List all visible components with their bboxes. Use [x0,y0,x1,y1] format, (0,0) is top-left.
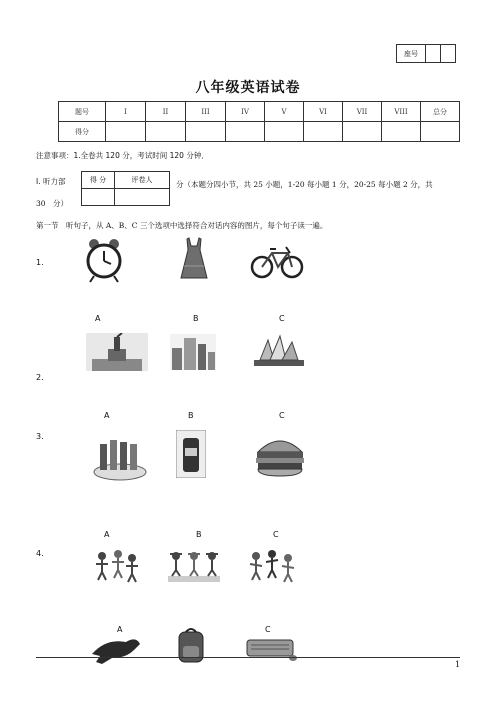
bicycle-picture [250,243,304,279]
score-table [58,101,460,142]
score-cell[interactable] [146,122,186,142]
column-header: I [106,102,146,122]
score-cell[interactable] [226,122,265,142]
seat-cell[interactable] [441,45,456,63]
children-exercising-picture [168,548,220,584]
option-label: B [196,530,202,539]
option-label: C [279,411,285,420]
grader-label: 评卷人 [115,172,170,189]
question-number: 4. [36,549,44,558]
row-label: 得分 [59,122,106,142]
option-label: A [95,314,101,323]
alarm-clock-picture [84,238,124,284]
footer-rule [36,657,460,658]
score-cell[interactable] [304,122,343,142]
column-header: VIII [382,102,421,122]
page-number: 1 [455,660,461,669]
score-header-row [59,102,460,122]
children-playing-picture [246,546,298,586]
grader-box [81,171,170,206]
option-label: B [188,411,194,420]
option-label: C [265,625,271,634]
column-header: VII [343,102,382,122]
question-number: 2. [36,373,44,382]
column-header: II [146,102,186,122]
buildings-picture [170,334,216,370]
score-cell[interactable] [421,122,460,142]
dress-picture [180,236,208,280]
option-label: A [117,625,123,634]
column-header: VI [304,102,343,122]
sydney-opera-house-picture [254,334,304,368]
seat-cell[interactable] [426,45,441,63]
seat-label: 座号 [397,45,426,63]
column-header: 总分 [421,102,460,122]
keyboard-picture [246,636,298,662]
column-header: IV [226,102,265,122]
grader-score-label: 得 分 [82,172,115,189]
question-number: 1. [36,258,44,267]
dog-picture [86,628,142,666]
score-cell[interactable] [186,122,226,142]
listening-instruction: 第一节 听句子，从 A、B、C 三个选项中选择符合对话内容的图片，每个句子读一遍。 [36,221,328,230]
section-label: I. 听力部 [36,177,66,186]
option-label: C [279,314,285,323]
exam-notice: 注意事项：1.全卷共 120 分，考试时间 120 分钟． [36,151,209,160]
children-dancing-picture [94,546,140,586]
hamburger-picture [254,434,306,478]
score-row [59,122,460,142]
question-number: 3. [36,432,44,441]
backpack-picture [176,626,206,664]
cola-can-picture [176,430,206,478]
grader-name-cell[interactable] [115,189,170,206]
section-label-cont: 30 分） [36,199,69,208]
section-description: 分（本题分四小节，共 25 小题，1-20 每小题 1 分，20-25 每小题 2 分，共 [176,180,433,189]
column-header: III [186,102,226,122]
option-label: C [273,530,279,539]
seat-number-box [396,44,456,63]
score-cell[interactable] [343,122,382,142]
option-label: B [193,314,199,323]
grader-score-cell[interactable] [82,189,115,206]
score-cell[interactable] [382,122,421,142]
header-label: 题号 [59,102,106,122]
option-label: A [104,530,110,539]
score-cell[interactable] [265,122,304,142]
statue-of-liberty-picture [86,333,148,371]
kebabs-picture [92,430,148,482]
option-label: A [104,411,110,420]
exam-title: 八年级英语试卷 [195,80,301,96]
column-header: V [265,102,304,122]
score-cell[interactable] [106,122,146,142]
